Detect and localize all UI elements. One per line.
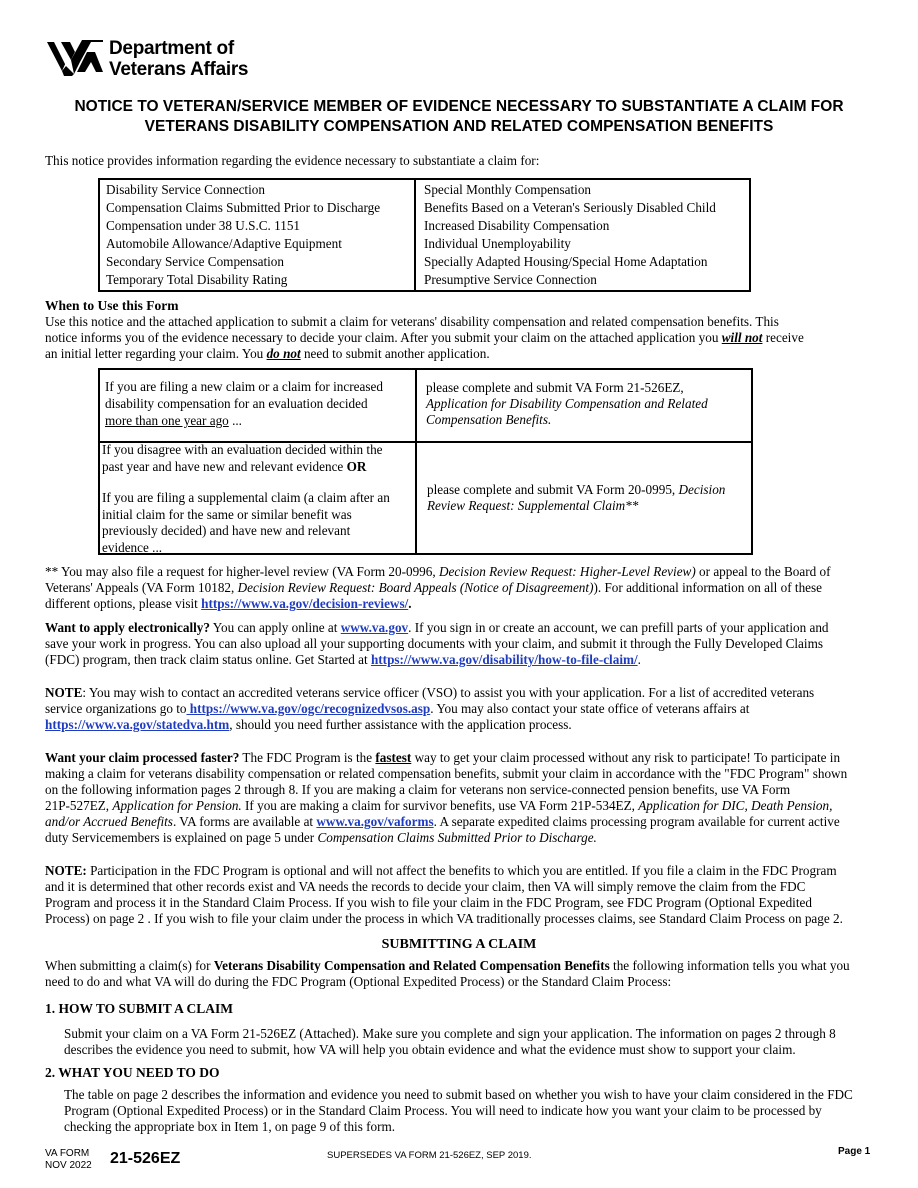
- claim-type-item: Compensation under 38 U.S.C. 1151: [106, 218, 301, 233]
- claim-types-left: [106, 181, 411, 289]
- claim-type-item: Special Monthly Compensation: [424, 182, 592, 197]
- footnote: ** You may also file a request for higher-level review (VA Form 20-0996, Decision Review Request: Higher-Level Review) or appeal to the Board of Veterans' Appeals (VA Form 10182, Decision Review Request: Board Appeals (Notice of Disagreement)). For additional information on all of these different options, please visit https://www.va.gov/decision-reviews/.: [45, 564, 831, 611]
- va-seal-icon: [47, 38, 103, 78]
- decision-table: [98, 368, 753, 555]
- footer-date: NOV 2022: [45, 1160, 92, 1171]
- footer-form-label: [45, 1148, 92, 1172]
- how-to-file-link[interactable]: https://www.va.gov/disability/how-to-file-claim/: [370, 652, 638, 667]
- claim-type-item: Individual Unemployability: [424, 236, 571, 251]
- claim-type-item: Compensation Claims Submitted Prior to Discharge: [106, 200, 381, 215]
- footer-page-number: Page 1: [838, 1146, 871, 1157]
- claim-type-item: Temporary Total Disability Rating: [106, 272, 288, 287]
- when-line-3: an initial letter regarding your claim. You do not need to submit another application.: [45, 346, 490, 361]
- section-1-heading: 1. HOW TO SUBMIT A CLAIM: [45, 1001, 234, 1016]
- section-1-text: Submit your claim on a VA Form 21-526EZ (Attached). Make sure you complete and sign your application. The information on pages 2 through 8 describes the evidence you need to submit, how VA will help you obtain evidence and what the evidence must show to support your claim.: [64, 1026, 836, 1057]
- claim-type-item: Secondary Service Compensation: [106, 254, 284, 269]
- footer-va-form: VA FORM: [45, 1148, 90, 1159]
- va-logo: [47, 38, 277, 82]
- department-name: [109, 38, 248, 80]
- row1-left: If you are filing a new claim or a claim for increased disability compensation for an evaluation decided more than one year ago ...: [105, 379, 383, 428]
- note-fdc: NOTE: Participation in the FDC Program is optional and will not affect the benefits to which you are entitled. If you file a claim in the FDC Program and it is determined that other records exist and VA needs the records to decide your claim, then VA will simply remove the claim from the FDC Program and process it in the Standard Claim Process. If you wish to file your claim in the FDC Program, see FDC Program (Optional Expedited Process) on page 2 . If you wish to file your claim under the process in which VA traditionally processes claims, see Standard Claim Process on page 2.: [45, 863, 843, 926]
- row2-left: If you disagree with an evaluation decided within the past year and have new and relevant evidence OR If you are filing a supplemental claim (a claim after an initial claim for the same or similar benefit was previously decided) and have new and relevant evidence ...: [102, 442, 390, 555]
- intro-text: This notice provides information regarding the evidence necessary to substantiate a claim for:: [45, 153, 540, 168]
- section-2-heading: 2. WHAT YOU NEED TO DO: [45, 1065, 220, 1080]
- claim-type-item: Benefits Based on a Veteran's Seriously Disabled Child: [424, 200, 716, 215]
- claim-types-right: [424, 181, 749, 289]
- row2-right: please complete and submit VA Form 20-0995, Decision Review Request: Supplemental Claim**: [427, 482, 726, 513]
- page-title: [30, 97, 888, 137]
- apply-electronically: Want to apply electronically? You can apply online at www.va.gov. If you sign in or create an account, we can prefill parts of your application and save your work in progress. You can also upload all your supporting documents with your claim, and submit it through the Fully Developed Claims (FDC) program, then track claim status online. Get Started at https://www.va.gov/disability/how-to-file-claim/.: [45, 620, 829, 667]
- statedva-link[interactable]: https://www.va.gov/statedva.htm: [45, 717, 230, 732]
- dept-line-2: Veterans Affairs: [109, 59, 249, 80]
- decision-reviews-link[interactable]: https://www.va.gov/decision-reviews/: [201, 596, 409, 611]
- footer-form-number: 21-526EZ: [110, 1150, 181, 1167]
- note-vso: NOTE: You may wish to contact an accredited veterans service officer (VSO) to assist you with your application. For a list of accredited veterans service organizations go to https://www.va.gov/ogc/recognizedvsos.asp. You may also contact your state office of veterans affairs at https://www.va.gov/statedva.htm, should you need further assistance with the application process.: [45, 685, 815, 732]
- vso-link[interactable]: https://www.va.gov/ogc/recognizedvsos.asp: [186, 701, 431, 716]
- submitting-heading: SUBMITTING A CLAIM: [381, 937, 537, 952]
- title-line-2: VETERANS DISABILITY COMPENSATION AND RELATED COMPENSATION BENEFITS: [144, 118, 774, 135]
- row1-right: please complete and submit VA Form 21-526EZ, Application for Disability Compensation and Related Compensation Benefits.: [426, 380, 708, 427]
- section-2-text: The table on page 2 describes the information and evidence you need to submit based on whether you wish to have your claim considered in the FDC Program (Optional Expedited Process) or in the Standard Claim Process. You will need to indicate how you want your claim to be processed by checking the appropriate box in Item 1, on page 9 of this form.: [64, 1087, 853, 1134]
- claim-type-item: Increased Disability Compensation: [424, 218, 610, 233]
- claim-type-item: Automobile Allowance/Adaptive Equipment: [106, 236, 342, 251]
- submitting-text: When submitting a claim(s) for Veterans Disability Compensation and Related Compensation Benefits the following information tells you what you need to do and what VA will do during the FDC Program (Optional Expedited Process) or the Standard Claim Process:: [45, 958, 850, 989]
- va-gov-link[interactable]: www.va.gov: [340, 620, 409, 635]
- claim-types-table: [98, 178, 751, 292]
- footer-supersedes: SUPERSEDES VA FORM 21-526EZ, SEP 2019.: [327, 1150, 532, 1161]
- vaforms-link[interactable]: www.va.gov/vaforms: [316, 814, 434, 829]
- claim-type-item: Presumptive Service Connection: [424, 272, 597, 287]
- processed-faster: Want your claim processed faster? The FDC Program is the fastest way to get your claim processed without any risk to participate! To participate in making a claim for veterans disability compensation or related compensation benefits, submit your claim in accordance with the "FDC Program" shown on the following information pages 2 through 8. If you are making a claim for veterans non service-connected pension benefits, use VA Form 21P-527EZ, Application for Pension. If you are making a claim for survivor benefits, use VA Form 21P-534EZ, Application for DIC, Death Pension, and/or Accrued Benefits. VA forms are available at www.va.gov/vaforms. A separate expedited claims processing program available for current active duty Servicemembers is explained on page 5 under Compensation Claims Submitted Prior to Discharge.: [45, 750, 848, 845]
- claim-type-item: Disability Service Connection: [106, 182, 265, 197]
- title-line-1: NOTICE TO VETERAN/SERVICE MEMBER OF EVIDENCE NECESSARY TO SUBSTANTIATE A CLAIM FOR: [74, 98, 844, 115]
- dept-line-1: Department of: [109, 38, 234, 59]
- when-line-2: notice informs you of the evidence necessary to decide your claim. After you submit your claim on the attached application you will not receive: [45, 330, 804, 345]
- when-line-1: Use this notice and the attached application to submit a claim for veterans' disability compensation and related compensation benefits. This: [45, 314, 779, 329]
- claim-type-item: Specially Adapted Housing/Special Home Adaptation: [424, 254, 708, 269]
- when-heading: When to Use this Form: [45, 298, 179, 313]
- when-section: [45, 298, 875, 362]
